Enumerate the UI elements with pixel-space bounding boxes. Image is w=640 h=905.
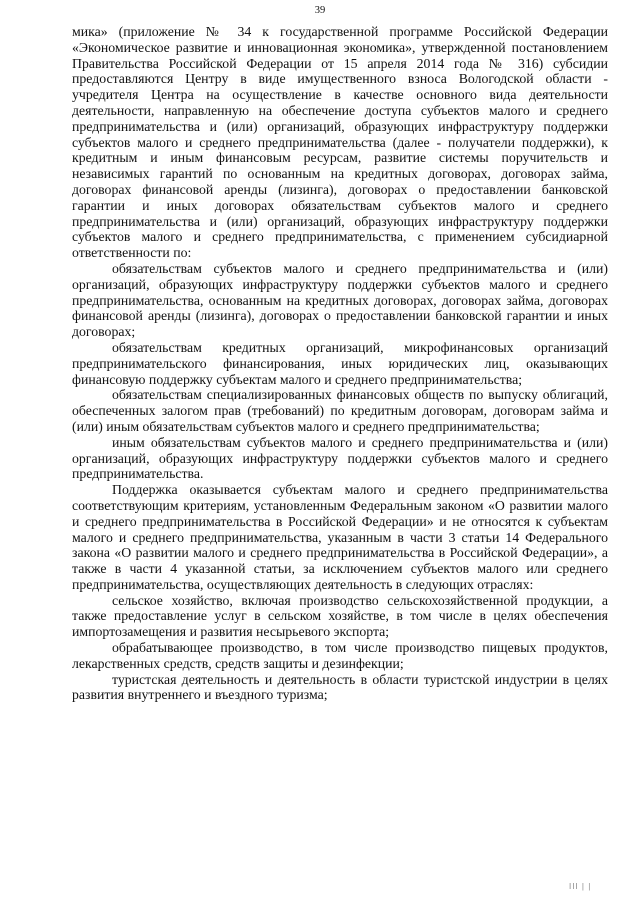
document-body <box>72 24 608 703</box>
paragraph-tourism: туристская деятельность и деятельность в области туристской индустрии в целях развития внутреннего и въездного туризма; <box>72 671 608 703</box>
paragraph-obligations-bond-societies: обязательствам специализированных финансовых обществ по выпуску облигаций, обеспеченных залогом прав (требований) по кредитным договорам, договорам займа и (или) иным обязательствам субъектов малого и среднего предпринимательства; <box>72 387 608 434</box>
paragraph-continuation: мика» (приложение № 34 к государственной программе Российской Федерации «Экономическое развитие и инновационная экономика», утвержденной постановлением Правительства Российской Федерации от 15 апреля 2014 года № 316) субсидии предоставляются Центру в виде имущественного взноса Вологодской области - учредителя Центра на осуществление в качестве основного вида деятельности деятельности, направленную на обеспечение доступа субъектов малого и среднего предпринимательства и (или) организаций, образующих инфраструктуру поддержки субъектов малого и среднего предпринимательства (далее - получатели поддержки), к кредитным и иным финансовым ресурсам, развитие системы поручительств и независимых гарантий по основанным на кредитных договорах, договорах займа, договорах финансовой аренды (лизинга), договорах о предоставлении банковской гарантии и иных договорах обязательствам субъектов малого и среднего предпринимательства и (или) организаций, образующих инфраструктуру поддержки субъектов малого и среднего предпринимательства, с применением субсидиарной ответственности по: <box>72 24 608 261</box>
paragraph-support-criteria: Поддержка оказывается субъектам малого и среднего предпринимательства соответствующим критериям, установленным Федеральным законом «О развитии малого и среднего предпринимательства в Российской Федерации» и не относятся к субъектам малого и среднего предпринимательства, указанным в части 3 статьи 14 Федерального закона «О развитии малого и среднего предпринимательства в Российской Федерации», а также в части 4 указанной статьи, за исключением субъектов малого или среднего предпринимательства, осуществляющих деятельность в следующих отраслях: <box>72 482 608 592</box>
paragraph-obligations-credit-orgs: обязательствам кредитных организаций, микрофинансовых организаций предпринимательского финансирования, иных юридических лиц, оказывающих финансовую поддержку субъектам малого и среднего предпринимательства; <box>72 339 608 387</box>
paragraph-obligations-sme: обязательствам субъектов малого и среднего предпринимательства и (или) организаций, образующих инфраструктуру поддержки субъектов малого и среднего предпринимательства, основанным на кредитных договорах, договорах займа, договорах финансовой аренды (лизинга), договорах о предоставлении банковской гарантии и иных договорах; <box>72 260 608 340</box>
paragraph-agriculture: сельское хозяйство, включая производство сельскохозяйственной продукции, а также предоставление услуг в сельском хозяйстве, в том числе в целях обеспечения импортозамещения и развития несырьевого экспорта; <box>72 592 608 640</box>
paragraph-other-obligations: иным обязательствам субъектов малого и среднего предпринимательства и (или) организаций, образующих инфраструктуру поддержки субъектов малого и среднего предпринимательства. <box>72 434 608 482</box>
page-number: 39 <box>314 5 326 16</box>
paragraph-manufacturing: обрабатывающее производство, в том числе производство пищевых продуктов, лекарственных средств, средств защиты и дезинфекции; <box>72 640 608 671</box>
scan-footer-mark: III | | <box>569 882 592 891</box>
